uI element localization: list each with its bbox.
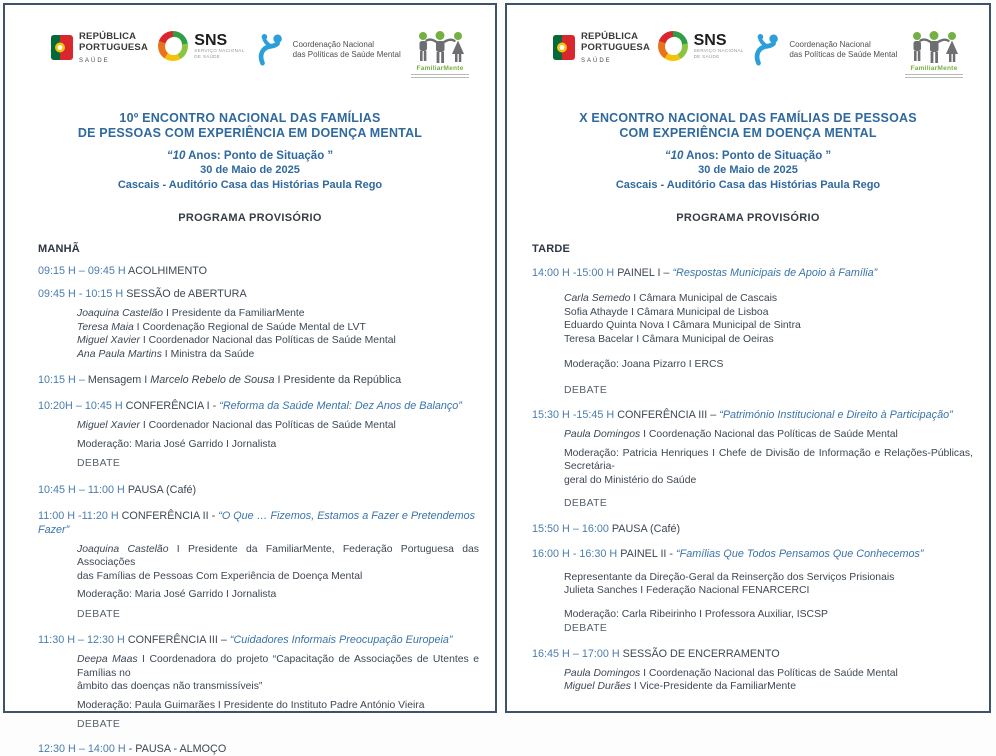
speaker-line [564, 333, 973, 347]
schedule-item-conferencia-3 [38, 633, 483, 647]
speaker-role: I Câmara Municipal de Cascais [630, 293, 778, 304]
speaker-role: I Vice-Presidente da FamiliarMente [631, 681, 796, 692]
section-heading-morning: MANHÃ [38, 243, 80, 255]
speaker-line: Julieta Sanches I Federação Nacional FENARCERCI [564, 585, 810, 596]
speaker-role: I Presidente da FamiliarMente, Federação Portuguesa das Associações [77, 543, 479, 568]
event-time: 09:15 H – 09:45 H [38, 265, 126, 277]
speaker-role: I Coordenadora do projeto “Capacitação de Associações de Utentes e Famílias no [77, 654, 479, 679]
speaker-list [77, 653, 479, 694]
schedule-item-conferencia-2 [38, 509, 483, 537]
subtitle-text: Anos: Ponto de Situação ” [185, 150, 334, 162]
schedule-item-painel-2 [532, 547, 977, 561]
republica-text [79, 31, 148, 64]
event-date: 30 de Maio de 2025 [200, 164, 300, 176]
coordenacao-line1: Coordenação Nacional [292, 40, 375, 49]
event-venue: Cascais - Auditório Casa das Histórias Paula Rego [117, 179, 383, 191]
speaker-role: I Câmara Municipal de Oeiras [633, 333, 774, 345]
speaker-line [564, 428, 973, 442]
event-time: 10:15 H – [38, 374, 85, 386]
event-date: 30 de Maio de 2025 [698, 164, 798, 176]
event-title-line2: DE PESSOAS COM EXPERIÊNCIA EM DOENÇA MENTAL [77, 126, 423, 140]
speaker-role-continued: das Famílias de Pessoas Com Experiência de Doença Mental [77, 570, 363, 582]
speaker-name: Deepa Maas [77, 654, 138, 665]
section-heading-afternoon: TARDE [532, 243, 571, 255]
speaker-list [564, 292, 973, 346]
event-venue: Cascais - Auditório Casa das Histórias Paula Rego [615, 179, 881, 191]
schedule-item-acolhimento [38, 264, 483, 278]
event-time: 16:00 H - 16:30 H [532, 547, 618, 560]
event-subtitle [507, 150, 989, 162]
portugal-flag-icon [51, 34, 73, 62]
program-label: PROGRAMA PROVISÓRIO [178, 212, 322, 224]
speaker-name: Carla Semedo [564, 293, 631, 304]
speaker-name: Ana Paula Martins [77, 348, 162, 360]
coordenacao-figure-icon [255, 31, 287, 69]
speaker-name: Eduardo Quinta Nova [564, 320, 664, 331]
speaker-name: Marcelo Rebelo de Sousa [150, 374, 275, 386]
page-morning [3, 3, 497, 755]
moderation-line: Moderação: Joana Pizarro I ERCS [564, 359, 724, 370]
speaker-list [77, 543, 479, 584]
speaker-line [564, 292, 973, 306]
schedule-item-abertura [38, 287, 483, 301]
moderation-line1: Moderação: Patricia Henriques I Chefe de Divisão de Informação e Relações-Públicas, Secretária- [564, 447, 973, 472]
speaker-line: Representante da Direção-Geral da Reinserção dos Serviços Prisionais [564, 571, 895, 583]
speaker-line [564, 319, 973, 333]
coordenacao-line1: Coordenação Nacional [789, 40, 871, 49]
debate-label: DEBATE [564, 498, 608, 509]
schedule-item-painel-1 [532, 266, 977, 280]
event-label: Mensagem I [87, 374, 148, 386]
speaker-name: Paula Domingos [564, 429, 641, 440]
speaker-name: Teresa Bacelar [564, 333, 634, 345]
debate-label: DEBATE [564, 623, 608, 634]
speaker-name: Miguel Xavier [77, 420, 140, 431]
sns-sub1: SERVIÇO NACIONAL [693, 47, 744, 53]
familiarmente-tagline [411, 74, 469, 80]
event-label: PAUSA (Café) [127, 483, 197, 496]
speaker-name: Joaquina Castelão [77, 308, 164, 319]
sns-logo [658, 31, 744, 61]
event-title [525, 111, 971, 141]
moderation-line: Moderação: Carla Ribeirinho I Professora Auxiliar, ISCSP [564, 608, 828, 620]
event-title-line2: COM EXPERIÊNCIA EM DOENÇA MENTAL [619, 126, 877, 140]
speaker-name: Sofia Athayde [564, 306, 629, 318]
familiarmente-tagline [905, 74, 963, 80]
schedule-item-almoco [38, 742, 483, 756]
schedule-item-pausa-cafe [532, 522, 977, 536]
event-time: 12:30 H – 14:00 H [38, 742, 126, 755]
republica-line1: REPÚBLICA [79, 31, 137, 42]
speaker-role: I Coordenador Nacional das Políticas de Saúde Mental [139, 420, 396, 431]
republica-portuguesa-logo [51, 31, 148, 64]
speaker-name: Miguel Xavier [77, 335, 140, 346]
moderation-line2: geral do Ministério do Saúde [564, 474, 697, 486]
schedule-item-encerramento [532, 647, 977, 661]
event-time: 11:30 H – 12:30 H [38, 634, 125, 646]
schedule-item-mensagem [38, 373, 483, 387]
speaker-role-continued: âmbito das doenças não transmissíveis” [77, 681, 263, 692]
sns-sub2: DE SAÚDE [693, 53, 720, 59]
event-time: 10:20H – 10:45 H [38, 400, 123, 412]
republica-saude: SAÚDE [79, 58, 110, 64]
event-label: CONFERÊNCIA II - [121, 509, 216, 522]
sns-ring-icon [158, 31, 188, 61]
subtitle-number: “10 [664, 150, 684, 162]
sns-ring-icon [658, 31, 688, 61]
moderation-line: Moderação: Maria José Garrido I Jornalista [77, 438, 277, 450]
speaker-line [564, 667, 973, 681]
speaker-role: I Ministra da Saúde [161, 348, 255, 360]
moderation-line: Moderação: Paula Guimarães I Presidente do Instituto Padre António Vieira [77, 699, 425, 711]
event-label: PAINEL II - [620, 547, 674, 560]
speaker-list [77, 419, 479, 433]
coordenacao-line2: das Políticas de Saúde Mental [292, 50, 401, 59]
speaker-list [564, 667, 973, 694]
event-label: CONFERÊNCIA III – [127, 634, 227, 646]
familiarmente-wordmark: FamiliarMente [910, 65, 958, 72]
familiarmente-logo [411, 31, 469, 80]
logo-row [51, 31, 469, 95]
coordenacao-logo [751, 31, 897, 69]
event-time: 14:00 H -15:00 H [532, 267, 615, 279]
program-label: PROGRAMA PROVISÓRIO [676, 212, 820, 224]
speaker-role: I Coordenador Nacional das Políticas de Saúde Mental [139, 335, 396, 346]
republica-line2: PORTUGUESA [581, 42, 651, 53]
event-topic: “Cuidadores Informais Preocupação Europeia” [229, 634, 453, 646]
event-label: ACOLHIMENTO [128, 265, 208, 277]
event-topic: “Património Institucional e Direito à Participação” [719, 409, 953, 421]
sns-sub2: DE SAÚDE [194, 53, 221, 59]
debate-label: DEBATE [77, 458, 121, 469]
sns-sub1: SERVIÇO NACIONAL [194, 47, 245, 53]
speaker-line [77, 334, 479, 348]
speaker-line [77, 321, 479, 335]
debate-label: DEBATE [77, 719, 121, 730]
family-figures-icon [413, 31, 467, 64]
event-topic: “O Que … Fizemos, Estamos a Fazer e Pretendemos Fazer” [38, 509, 476, 536]
schedule-item-conferencia-3 [532, 408, 977, 422]
event-time: 15:50 H – 16:00 [532, 522, 609, 535]
speaker-name: Teresa Maia [77, 321, 134, 333]
coordenacao-text [789, 40, 897, 60]
speaker-name: Miguel Durães [564, 681, 631, 692]
speaker-line [564, 306, 973, 320]
speaker-role: I Coordenação Regional de Saúde Mental de LVT [133, 321, 366, 333]
moderation-line: Moderação: Maria José Garrido I Jornalista [77, 589, 277, 600]
speaker-role: I Coordenação Nacional das Políticas de Saúde Mental [640, 429, 898, 440]
coordenacao-figure-icon [751, 31, 783, 69]
event-label: CONFERÊNCIA I - [125, 400, 217, 412]
speaker-role: I Câmara Municipal de Lisboa [628, 306, 769, 318]
republica-portuguesa-logo [553, 31, 650, 64]
schedule-item-conferencia-1 [38, 399, 483, 413]
event-title-line1: X ENCONTRO NACIONAL DAS FAMÍLIAS DE PESSOAS [579, 111, 917, 125]
subtitle-text: Anos: Ponto de Situação ” [683, 150, 832, 162]
speaker-name: Paula Domingos [564, 667, 641, 679]
event-label: PAINEL I – [617, 267, 670, 279]
sns-acronym: SNS [693, 31, 727, 49]
speaker-line [77, 543, 479, 570]
logo-row [553, 31, 963, 95]
event-topic: “Famílias Que Todos Pensamos Que Conhecemos” [676, 547, 924, 560]
event-subtitle [5, 150, 495, 162]
speaker-role: I Câmara Municipal de Sintra [663, 320, 801, 331]
event-topic: “Reforma da Saúde Mental: Dez Anos de Balanço” [219, 400, 462, 412]
speaker-line [77, 348, 479, 362]
speaker-role: I Coordenação Nacional das Políticas de Saúde Mental [640, 667, 898, 679]
event-topic: “Respostas Municipais de Apoio à Família” [672, 267, 878, 279]
event-time: 11:00 H -11:20 H [38, 509, 119, 522]
sns-acronym: SNS [194, 31, 228, 49]
coordenacao-line2: das Políticas de Saúde Mental [789, 50, 898, 59]
event-label: SESSÃO de ABERTURA [126, 288, 247, 300]
sns-logo [158, 31, 244, 61]
subtitle-number: “10 [166, 150, 186, 162]
speaker-list [564, 428, 973, 442]
speaker-list [564, 571, 973, 598]
event-title-line1: 10º ENCONTRO NACIONAL DAS FAMÍLIAS [119, 111, 381, 125]
page-afternoon [505, 3, 991, 713]
moderation-line [564, 447, 973, 488]
republica-saude: SAÚDE [581, 58, 612, 64]
speaker-role: I Presidente da República [277, 374, 402, 386]
speaker-name: Joaquina Castelão [77, 543, 169, 555]
republica-line2: PORTUGUESA [79, 42, 149, 53]
event-label: SESSÃO DE ENCERRAMENTO [622, 647, 780, 660]
event-time: 09:45 H - 10:15 H [38, 288, 124, 300]
familiarmente-wordmark: FamiliarMente [416, 65, 464, 72]
coordenacao-text [293, 40, 401, 60]
familiarmente-logo [905, 31, 963, 80]
portugal-flag-icon [553, 34, 575, 62]
event-time: 16:45 H – 17:00 H [532, 647, 620, 660]
republica-line1: REPÚBLICA [581, 31, 639, 42]
event-label: - PAUSA - ALMOÇO [128, 742, 227, 755]
speaker-line [77, 653, 479, 680]
debate-label: DEBATE [77, 608, 121, 620]
coordenacao-logo [255, 31, 401, 69]
speaker-role: I Presidente da FamiliarMente [163, 308, 305, 319]
family-figures-icon [907, 31, 961, 64]
event-time: 15:30 H -15:45 H [532, 409, 615, 421]
schedule-item-pausa-cafe [38, 483, 483, 497]
speaker-line [564, 680, 973, 694]
debate-label: DEBATE [564, 384, 608, 396]
sns-text [694, 33, 744, 59]
event-label: PAUSA (Café) [611, 522, 681, 535]
speaker-list [77, 307, 479, 361]
sns-text [194, 33, 244, 59]
event-time: 10:45 H – 11:00 H [38, 483, 125, 496]
speaker-line [77, 307, 479, 321]
event-title [23, 111, 477, 141]
speaker-line [77, 419, 479, 433]
event-label: CONFERÊNCIA III – [617, 409, 717, 421]
republica-text [581, 31, 650, 64]
